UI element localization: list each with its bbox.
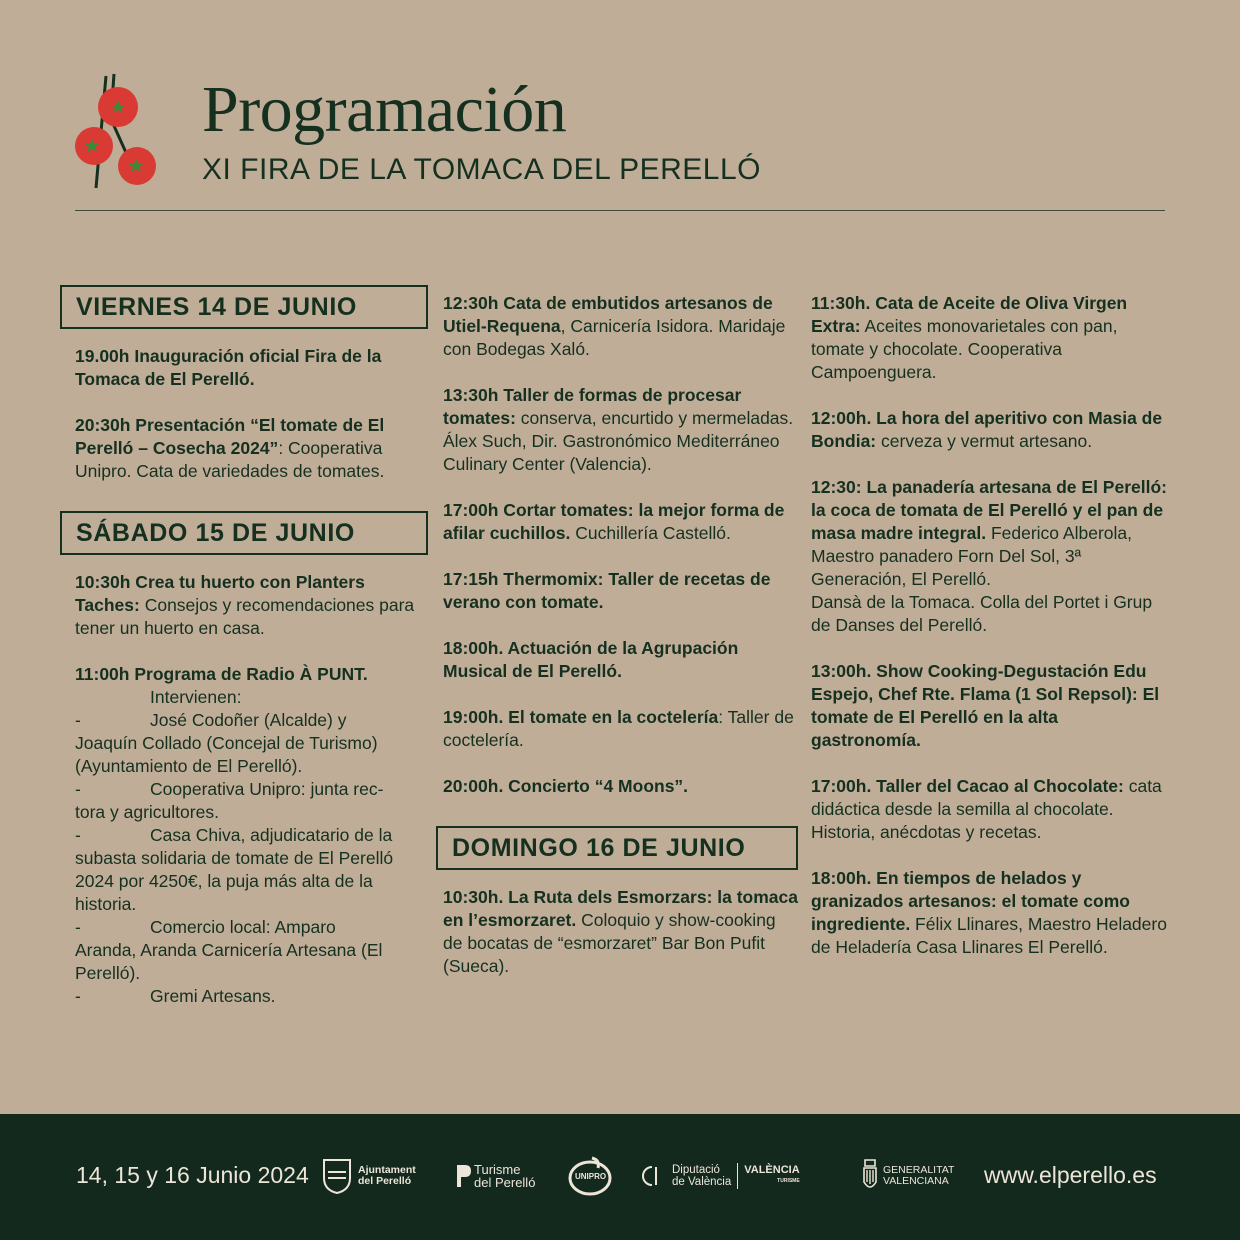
tomato-logo	[70, 70, 166, 195]
event-saturday-7: 18:00h. Actuación de la Agrupación Musical de El Perelló.	[443, 638, 739, 681]
event-sunday-2: 11:30h. Cata de Aceite de Oliva Virgen Extra: Aceites monovarietales con pan, tomate y chocolate. Cooperativa Campoenguera.	[811, 293, 1128, 382]
sponsor-generalitat-logo: GENERALITAT VALENCIANA	[862, 1154, 954, 1198]
event-sunday-6: 17:00h. Taller del Cacao al Chocolate: cata didáctica desde la semilla al chocolate. Historia, anécdotas y recetas.	[811, 776, 1162, 842]
day-heading-sunday: DOMINGO 16 DE JUNIO	[436, 826, 798, 870]
event-sunday-4: 12:30: La panadería artesana de El Perelló: la coca de tomata de El Perelló y el pan de masa madre integral. Federico Alberola, Maestro panadero Forn Del Sol, 3ª Generación, El Perelló. Dansà de la Tomaca. Colla del Portet i Grup de Danses del Perelló.	[811, 477, 1167, 635]
page-subtitle: XI FIRA DE LA TOMACA DEL PERELLÓ	[202, 153, 761, 186]
event-saturday-6: 17:15h Thermomix: Taller de recetas de verano con tomate.	[443, 569, 771, 612]
footer-dates: 14, 15 y 16 Junio 2024	[76, 1162, 309, 1188]
diputacio-icon	[642, 1163, 666, 1189]
page-title: Programación	[202, 73, 567, 146]
event-saturday-8: 19:00h. El tomate en la coctelería: Taller de coctelería.	[443, 707, 794, 750]
column-1	[60, 285, 430, 1008]
event-saturday-3: 12:30h Cata de embutidos artesanos de Utiel-Requena, Carnicería Isidora. Maridaje con Bodegas Xaló.	[443, 293, 786, 359]
event-saturday-9: 20:00h. Concierto “4 Moons”.	[443, 776, 689, 796]
event-saturday-1: 10:30h Crea tu huerto con Planters Taches: Consejos y recomendaciones para tener un huerto en casa.	[75, 572, 415, 638]
event-saturday-5: 17:00h Cortar tomates: la mejor forma de afilar cuchillos. Cuchillería Castelló.	[443, 500, 785, 543]
generalitat-crest-icon	[862, 1156, 878, 1196]
event-saturday-4: 13:30h Taller de formas de procesar tomates: conserva, encurtido y mermeladas. Álex Such, Dir. Gastronómico Mediterráneo Culinary Center (Valencia).	[443, 385, 794, 474]
footer-bar	[0, 1114, 1240, 1240]
sponsor-diputacio-logo: Diputació de València VALÈNCIA TURISME	[642, 1154, 800, 1198]
website-link[interactable]: www.elperello.es	[984, 1162, 1157, 1188]
sponsor-turisme-logo: Turisme del Perelló	[455, 1154, 535, 1198]
event-sunday-3: 12:00h. La hora del aperitivo con Masia de Bondia: cerveza y vermut artesano.	[811, 408, 1163, 451]
event-sunday-7: 18:00h. En tiempos de helados y granizados artesanos: el tomate como ingrediente. Félix Llinares, Maestro Heladero de Heladería Casa Llinares El Perelló.	[811, 868, 1167, 957]
event-sunday-1: 10:30h. La Ruta dels Esmorzars: la tomaca en l’esmorzaret. Coloquio y show-cooking de bocatas de “esmorzaret” Bar Bon Pufit (Sueca).	[443, 887, 798, 976]
header-divider	[75, 210, 1165, 211]
day-heading-friday: VIERNES 14 DE JUNIO	[60, 285, 428, 329]
event-saturday-2: 11:00h Programa de Radio À PUNT. Intervienen: - José Codoñer (Alcalde) y Joaquín Collado (Concejal de Turismo) (Ayuntamiento de El Perelló). - Cooperativa Unipro: junta rec- tora y agricultores. - Casa Chiva, adjudicatario de la subasta solidaria de tomate de El Perelló 2024 por 4250€, la puja más alta de la historia. - Comercio local: Amparo Aranda, Aranda Carnicería Artesana (El Perelló). - Gremi Artesans.	[75, 664, 394, 1006]
sponsor-unipro-logo: UNIPRO	[568, 1154, 612, 1198]
crest-icon	[322, 1158, 352, 1194]
column-2	[436, 292, 798, 978]
turisme-mark-icon	[455, 1163, 471, 1189]
event-sunday-5: 13:00h. Show Cooking-Degustación Edu Espejo, Chef Rte. Flama (1 Sol Repsol): El tomate de El Perelló en la alta gastronomía.	[811, 661, 1160, 750]
event-friday-1: 19.00h Inauguración oficial Fira de la Tomaca de El Perelló.	[75, 346, 382, 389]
day-heading-saturday: SÁBADO 15 DE JUNIO	[60, 511, 428, 555]
column-3	[811, 292, 1171, 959]
event-friday-2: 20:30h Presentación “El tomate de El Perelló – Cosecha 2024”: Cooperativa Unipro. Cata de variedades de tomates.	[75, 415, 385, 481]
sponsor-ajuntament-logo: Ajuntament del Perelló	[322, 1154, 416, 1198]
